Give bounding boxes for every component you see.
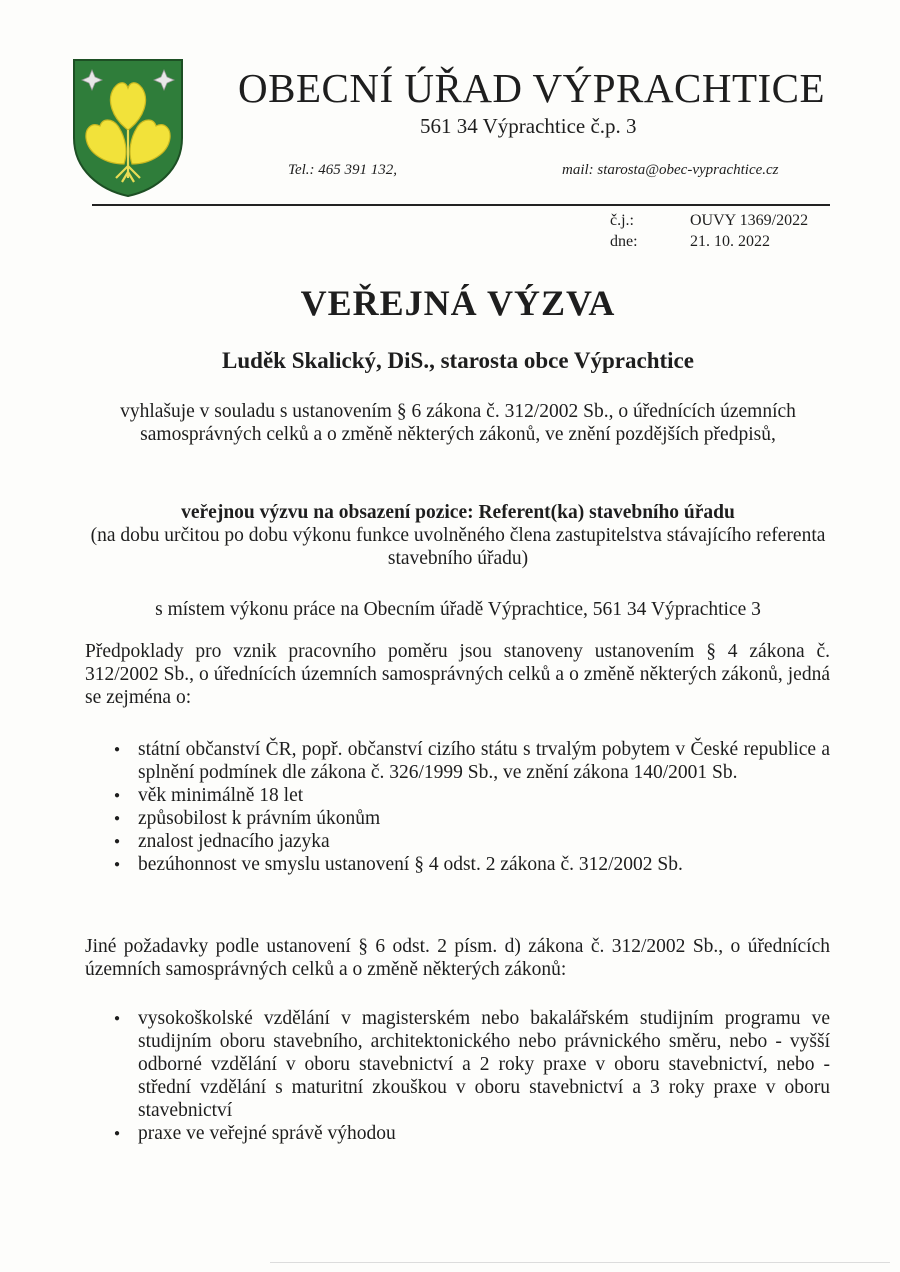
list-item: ● bezúhonnost ve smyslu ustanovení § 4 odst. 2 zákona č. 312/2002 Sb.: [112, 853, 830, 876]
scan-edge-line: [270, 1262, 890, 1263]
contact-email: mail: starosta@obec-vyprachtice.cz: [562, 162, 779, 178]
list-item: ● praxe ve veřejné správě výhodou: [112, 1122, 830, 1145]
list-item: ● vysokoškolské vzdělání v magisterském nebo bakalářském studijním programu ve studijním oboru stavebního, architektonického nebo právnického směru, nebo - vyšší odborné vzdělání v oboru stavebnictví a 2 roky praxe v oboru stavebnictví, nebo - střední vzdělání s maturitní zkouškou v oboru stavebnictví a 3 roky praxe v oboru stavebnictví: [112, 1007, 830, 1122]
list-item: ● znalost jednacího jazyka: [112, 830, 830, 853]
reference-date-label: dne:: [610, 233, 638, 250]
office-address: 561 34 Výprachtice č.p. 3: [420, 114, 637, 138]
requirements-intro: Předpoklady pro vznik pracovního poměru jsou stanoveny ustanovením § 4 zákona č. 312/2002 Sb., o úřednících územních samosprávných celků a o změně některých zákonů, jedná se zejména o:: [85, 641, 830, 708]
list-item: ● způsobilost k právním úkonům: [112, 807, 830, 830]
reference-number-label: č.j.:: [610, 212, 634, 229]
other-requirements-intro: Jiné požadavky podle ustanovení § 6 odst. 2 písm. d) zákona č. 312/2002 Sb., o úřednících územních samosprávných celků a o změně některých zákonů:: [85, 936, 830, 980]
workplace-line: s místem výkonu práce na Obecním úřadě Výprachtice, 561 34 Výprachtice 3: [155, 599, 761, 620]
intro-paragraph: vyhlašuje v souladu s ustanovením § 6 zákona č. 312/2002 Sb., o úřednících územních samosprávných celků a o změně některých zákonů, ve znění pozdějších předpisů,: [120, 401, 796, 445]
list-item: ● věk minimálně 18 let: [112, 784, 830, 807]
document-title: VEŘEJNÁ VÝZVA: [300, 283, 616, 323]
call-note: (na dobu určitou po dobu výkonu funkce uvolněného člena zastupitelstva stávajícího referenta stavebního úřadu): [90, 525, 826, 569]
list-item: ● státní občanství ČR, popř. občanství cizího státu s trvalým pobytem v České republice a splnění podmínek dle zákona č. 326/1999 Sb., ve znění zákona 140/2001 Sb.: [112, 738, 830, 784]
requirements-list: [112, 738, 830, 876]
call-block: [90, 501, 826, 570]
reference-number-row: [610, 210, 808, 231]
other-requirements-list: [112, 1007, 830, 1145]
call-heading: veřejnou výzvu na obsazení pozice: Referent(ka) stavebního úřadu: [181, 502, 735, 523]
office-name: OBECNÍ ÚŘAD VÝPRACHTICE: [238, 65, 826, 111]
issuer-line: Luděk Skalický, DiS., starosta obce Výprachtice: [222, 348, 694, 373]
reference-date-value: 21. 10. 2022: [690, 233, 770, 250]
contact-phone: Tel.: 465 391 132,: [288, 162, 398, 178]
coat-of-arms-logo: [72, 58, 184, 198]
header-divider: [92, 204, 830, 206]
reference-date-row: [610, 231, 808, 252]
reference-number-value: OUVY 1369/2022: [690, 212, 809, 229]
reference-block: [610, 210, 808, 252]
